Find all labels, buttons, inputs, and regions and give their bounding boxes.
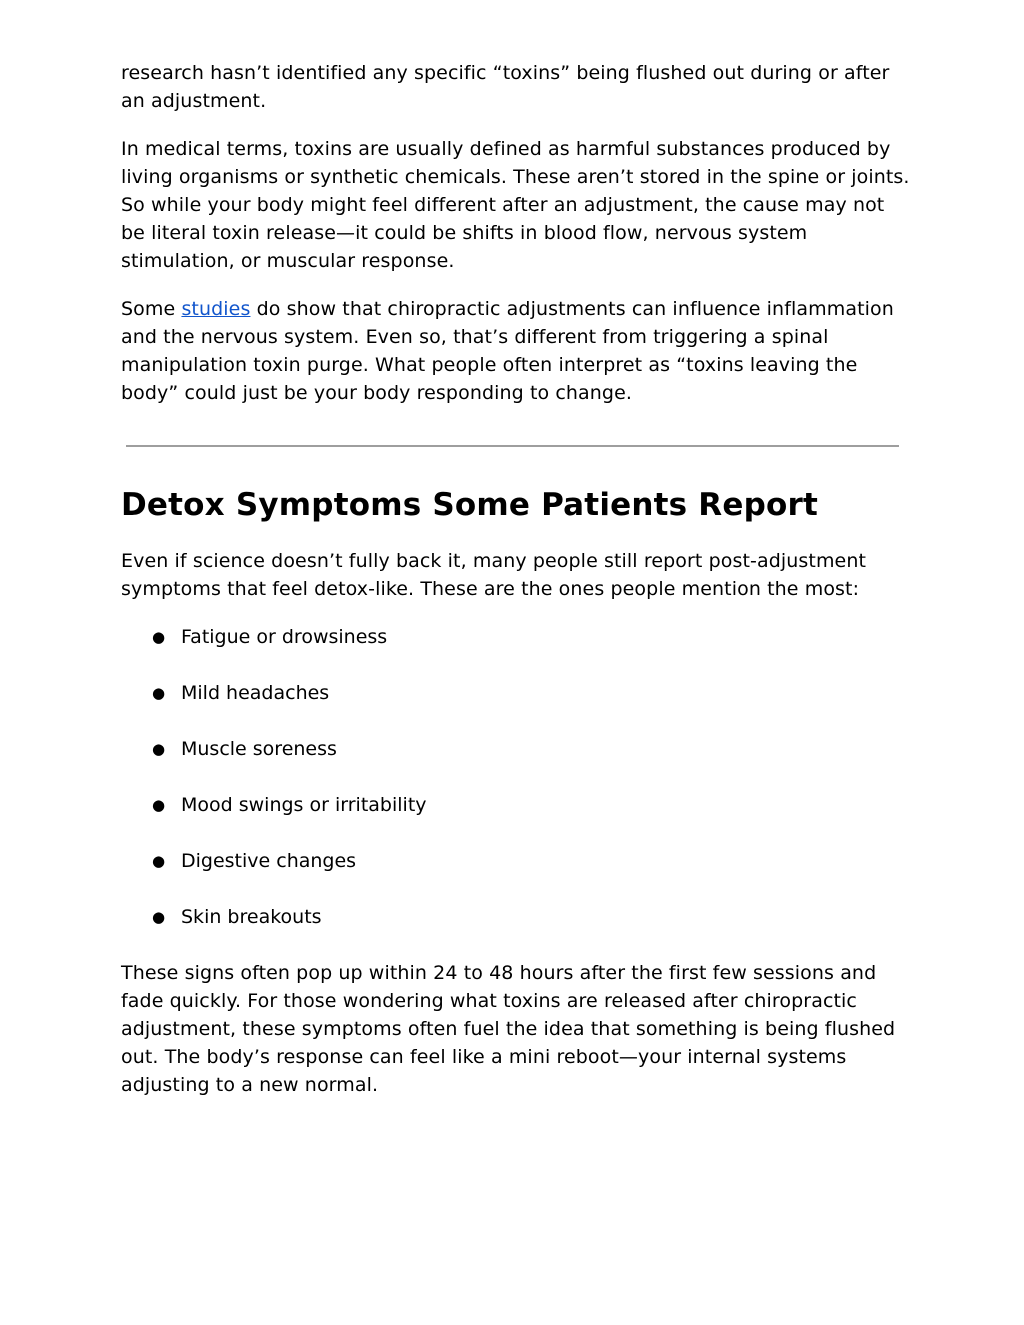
studies-text-after: do show that chiropractic adjustments can influence inflammation and the nervous system. Even so, that’s different from triggering a spinal manipulation toxin purge. What people often interpret as “toxins leaving the body” could just be your body responding to change. [121,298,894,404]
intro-paragraph: research hasn’t identified any specific “toxins” being flushed out during or after an adjustment. [121,62,890,112]
list-item [121,679,911,707]
document-page [121,59,911,1099]
list-item-text: Fatigue or drowsiness [181,626,388,648]
list-item [121,735,911,763]
studies-text-before: Some [121,298,182,320]
section-divider [126,445,899,447]
section-heading: Detox Symptoms Some Patients Report [121,487,818,523]
list-item [121,791,911,819]
list-item [121,847,911,875]
bullet-icon: ● [152,628,166,646]
list-item-text: Mild headaches [181,682,330,704]
symptoms-list [121,623,911,931]
list-item-text: Muscle soreness [181,738,337,760]
bullet-icon: ● [152,740,166,758]
list-item-text: Skin breakouts [181,906,322,928]
list-item-text: Digestive changes [181,850,357,872]
bullet-icon: ● [152,852,166,870]
bullet-icon: ● [152,908,166,926]
studies-link[interactable]: studies [181,298,251,320]
medical-terms-paragraph: In medical terms, toxins are usually defined as harmful substances produced by living organisms or synthetic chemicals. These aren’t stored in the spine or joints. So while your body might feel different after an adjustment, the cause may not be literal toxin release—it could be shifts in blood flow, nervous system stimulation, or muscular response. [121,138,910,272]
bullet-icon: ● [152,796,166,814]
list-item [121,623,911,651]
list-item-text: Mood swings or irritability [181,794,427,816]
section-lead-paragraph: Even if science doesn’t fully back it, many people still report post-adjustment symptoms that feel detox-like. These are the ones people mention the most: [121,550,867,600]
list-item [121,903,911,931]
closing-paragraph: These signs often pop up within 24 to 48 hours after the first few sessions and fade quickly. For those wondering what toxins are released after chiropractic adjustment, these symptoms often fuel the idea that something is being flushed out. The body’s response can feel like a mini reboot—your internal systems adjusting to a new normal. [121,962,896,1096]
studies-paragraph [121,295,911,407]
bullet-icon: ● [152,684,166,702]
